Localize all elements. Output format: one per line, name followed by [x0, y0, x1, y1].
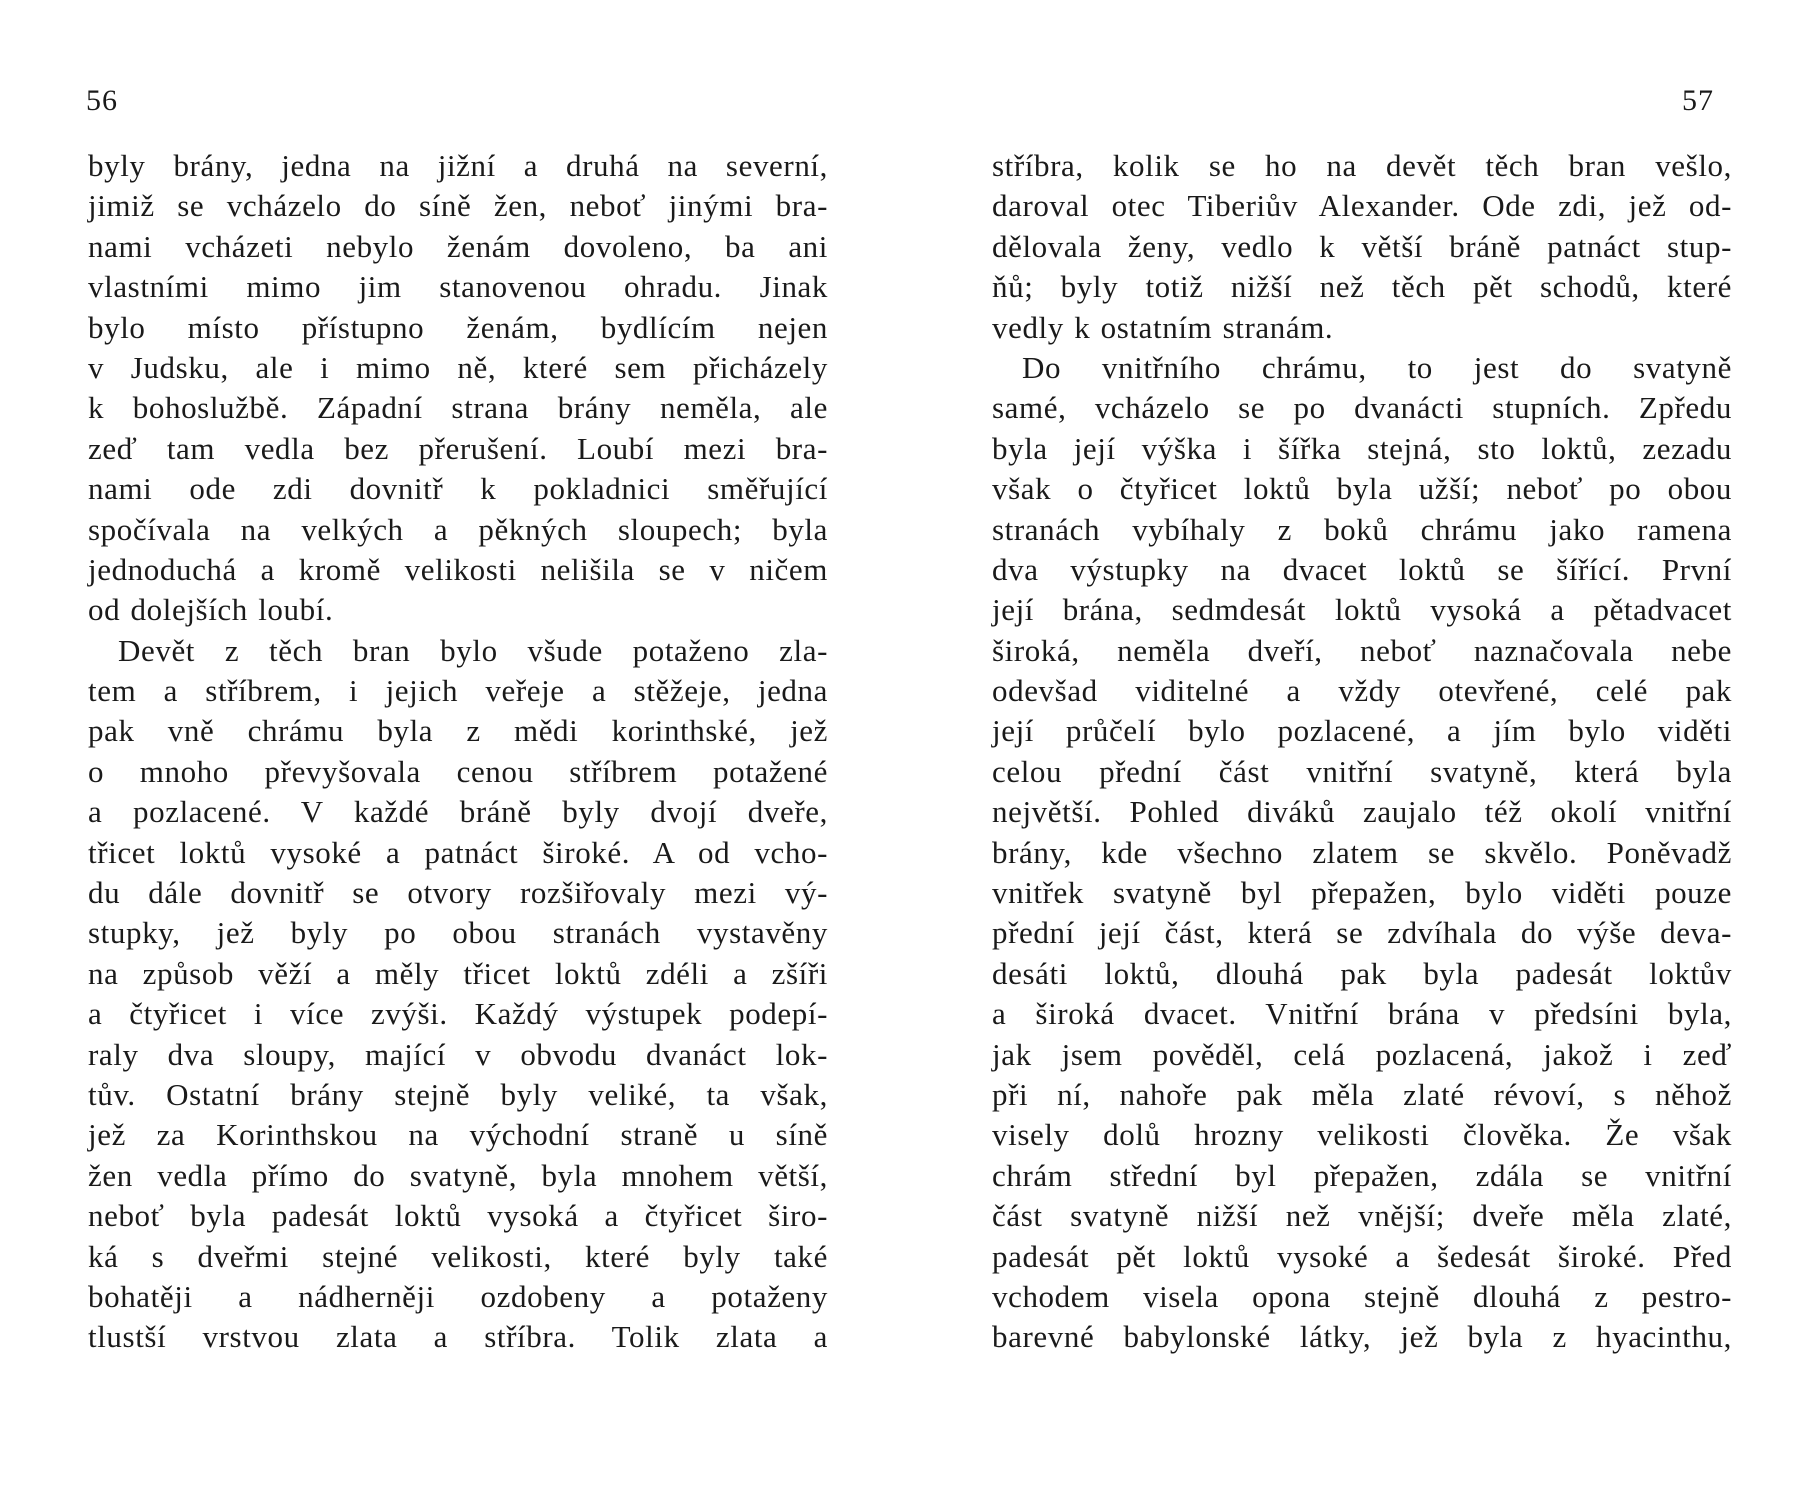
text-line: jimiž se vcházelo do síně žen, neboť jinými bra-	[88, 188, 828, 224]
text-line: nami ode zdi dovnitř k pokladnici směřující	[88, 471, 828, 507]
text-line: k bohoslužbě. Západní strana brány neměla, ale	[88, 390, 828, 426]
right-page	[984, 0, 1744, 1500]
text-line: jež za Korinthskou na východní straně u síně	[88, 1117, 828, 1153]
text-line: ňů; byly totiž nižší než těch pět schodů, které	[992, 269, 1732, 305]
text-line: visely dolů hrozny velikosti člověka. Že však	[992, 1117, 1732, 1153]
text-line: nami vcházeti nebylo ženám dovoleno, ba ani	[88, 228, 828, 264]
text-line: a pozlacené. V každé bráně byly dvojí dveře,	[88, 794, 828, 830]
text-line: byla její výška i šířka stejná, sto loktů, zezadu	[992, 430, 1732, 466]
text-line: vnitřek svatyně byl přepažen, bylo viděti pouze	[992, 875, 1732, 911]
text-line: její průčelí bylo pozlacené, a jím bylo viděti	[992, 713, 1732, 749]
text-line: raly dva sloupy, mající v obvodu dvanáct lok-	[88, 1036, 828, 1072]
text-line: spočívala na velkých a pěkných sloupech; byla	[88, 511, 828, 547]
text-line: vchodem visela opona stejně dlouhá z pestro-	[992, 1278, 1732, 1314]
text-line: jak jsem pověděl, celá pozlacená, jakož i zeď	[992, 1036, 1732, 1072]
text-line: o mnoho převyšovala cenou stříbrem potažené	[88, 753, 828, 789]
text-line: pak vně chrámu byla z mědi korinthské, jež	[88, 713, 828, 749]
text-line: na způsob věží a měly třicet loktů zdéli a zšíři	[88, 955, 828, 991]
text-line: v Judsku, ale i mimo ně, které sem přicházely	[88, 349, 828, 385]
text-line: daroval otec Tiberiův Alexander. Ode zdi, jež od-	[992, 188, 1732, 224]
text-line: však o čtyřicet loktů byla užší; neboť po obou	[992, 471, 1732, 507]
text-line: třicet loktů vysoké a patnáct široké. A od vcho-	[88, 834, 828, 870]
text-line: tem a stříbrem, i jejich veřeje a stěžeje, jedna	[88, 673, 828, 709]
text-line: Devět z těch bran bylo všude potaženo zla-	[118, 632, 828, 668]
text-line: byly brány, jedna na jižní a druhá na severní,	[88, 148, 828, 183]
text-line: zeď tam vedla bez přerušení. Loubí mezi bra-	[88, 430, 828, 466]
text-line: dva výstupky na dvacet loktů se šířící. První	[992, 551, 1732, 587]
page-text	[88, 146, 828, 1358]
text-line: od dolejších loubí.	[88, 592, 334, 628]
text-line: neboť byla padesát loktů vysoká a čtyřicet širo-	[88, 1198, 828, 1234]
text-line: největší. Pohled diváků zaujalo též okolí vnitřní	[992, 794, 1732, 830]
text-line: část svatyně nižší než vnější; dveře měla zlaté,	[992, 1198, 1732, 1234]
text-line: vedly k ostatním stranám.	[992, 309, 1334, 345]
page-number: 57	[1682, 84, 1714, 117]
text-line: tův. Ostatní brány stejně byly veliké, ta však,	[88, 1076, 828, 1112]
text-line: chrám střední byl přepažen, zdála se vnitřní	[992, 1157, 1732, 1193]
text-line: brány, kde všechno zlatem se skvělo. Poněvadž	[992, 834, 1732, 870]
page-number: 56	[86, 84, 118, 117]
text-line: stranách vybíhaly z boků chrámu jako ramena	[992, 511, 1732, 547]
page-text	[992, 146, 1732, 1358]
text-line: žen vedla přímo do svatyně, byla mnohem větší,	[88, 1157, 828, 1193]
left-page	[80, 0, 840, 1500]
text-line: a široká dvacet. Vnitřní brána v předsíni byla,	[992, 996, 1732, 1032]
text-line: barevné babylonské látky, jež byla z hyacinthu,	[992, 1319, 1732, 1355]
text-line: její brána, sedmdesát loktů vysoká a pětadvacet	[992, 592, 1732, 628]
text-line: padesát pět loktů vysoké a šedesát široké. Před	[992, 1238, 1732, 1274]
text-line: při ní, nahoře pak měla zlaté révoví, s něhož	[992, 1076, 1732, 1112]
text-line: přední její část, která se zdvíhala do výše deva-	[992, 915, 1732, 951]
text-line: a čtyřicet i více zvýši. Každý výstupek podepí-	[88, 996, 828, 1032]
text-line: ká s dveřmi stejné velikosti, které byly také	[88, 1238, 828, 1274]
text-line: bohatěji a nádherněji ozdobeny a potaženy	[88, 1278, 828, 1314]
text-line: stříbra, kolik se ho na devět těch bran vešlo,	[992, 148, 1732, 183]
text-line: vlastními mimo jim stanovenou ohradu. Jinak	[88, 269, 828, 305]
text-line: du dále dovnitř se otvory rozšiřovaly mezi vý-	[88, 875, 828, 911]
text-line: široká, neměla dveří, neboť naznačovala nebe	[992, 632, 1732, 668]
text-line: odevšad viditelné a vždy otevřené, celé pak	[992, 673, 1732, 709]
text-line: dělovala ženy, vedlo k větší bráně patnáct stup-	[992, 228, 1732, 264]
text-line: samé, vcházelo se po dvanácti stupních. Zpředu	[992, 390, 1732, 426]
text-line: Do vnitřního chrámu, to jest do svatyně	[1022, 349, 1732, 385]
text-line: stupky, jež byly po obou stranách vystavěny	[88, 915, 828, 951]
text-line: desáti loktů, dlouhá pak byla padesát loktův	[992, 955, 1732, 991]
text-line: bylo místo přístupno ženám, bydlícím nejen	[88, 309, 828, 345]
text-line: tlustší vrstvou zlata a stříbra. Tolik zlata a	[88, 1319, 828, 1355]
text-line: jednoduchá a kromě velikosti nelišila se v ničem	[88, 551, 828, 587]
text-line: celou přední část vnitřní svatyně, která byla	[992, 753, 1732, 789]
